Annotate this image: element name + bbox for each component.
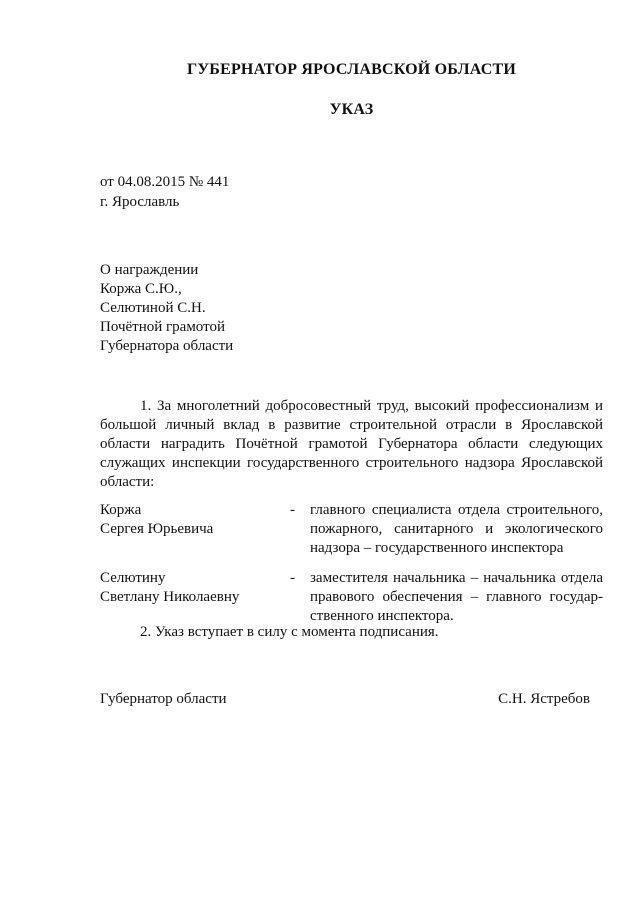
paragraph-award-decision: 1. За многолетний добросовестный труд, высокий профессионализм и большой личный вклад в развитие строительной отрасли в Ярославской области наградить Почётной грамотой Губернатора области следующих служащих инспекции государственного строительного надзора Ярославской области:: [100, 398, 603, 490]
city: г. Ярославль: [100, 194, 180, 210]
awardee-name: [100, 569, 285, 607]
subject-line: Коржа С.Ю.,: [100, 281, 182, 297]
awardee-surname: Коржа: [100, 502, 142, 518]
awardee-dash: -: [290, 502, 295, 518]
paragraph-effective-date: 2. Указ вступает в силу с момента подписания.: [140, 624, 439, 640]
subject-line: Губернатора области: [100, 338, 234, 354]
awardee-dash: -: [290, 570, 295, 586]
awardee-name: [100, 501, 285, 539]
awardee-surname: Селютину: [100, 570, 166, 586]
subject-line: Селютиной С.Н.: [100, 300, 206, 316]
signatory-name: С.Н. Ястребов: [498, 691, 590, 707]
awardee-position: главного специалиста отдела строительного, пожарного, санитарного и экологического надзора – государственного инспектора: [310, 502, 603, 556]
subject-line: О награждении: [100, 262, 199, 278]
awardee-given-names: Сергея Юрьевича: [100, 521, 214, 537]
date-number: от 04.08.2015 № 441: [100, 174, 230, 190]
document-title: ГУБЕРНАТОР ЯРОСЛАВСКОЙ ОБЛАСТИ: [186, 61, 517, 78]
document-type: УКАЗ: [329, 101, 374, 118]
awardee-given-names: Светлану Николаевну: [100, 589, 240, 605]
awardee-position: заместителя начальника – начальника отдела правового обеспечения – главного государ-ственного инспектора.: [310, 570, 603, 624]
subject-line: Почётной грамотой: [100, 319, 225, 335]
signatory-position: Губернатор области: [100, 691, 227, 707]
